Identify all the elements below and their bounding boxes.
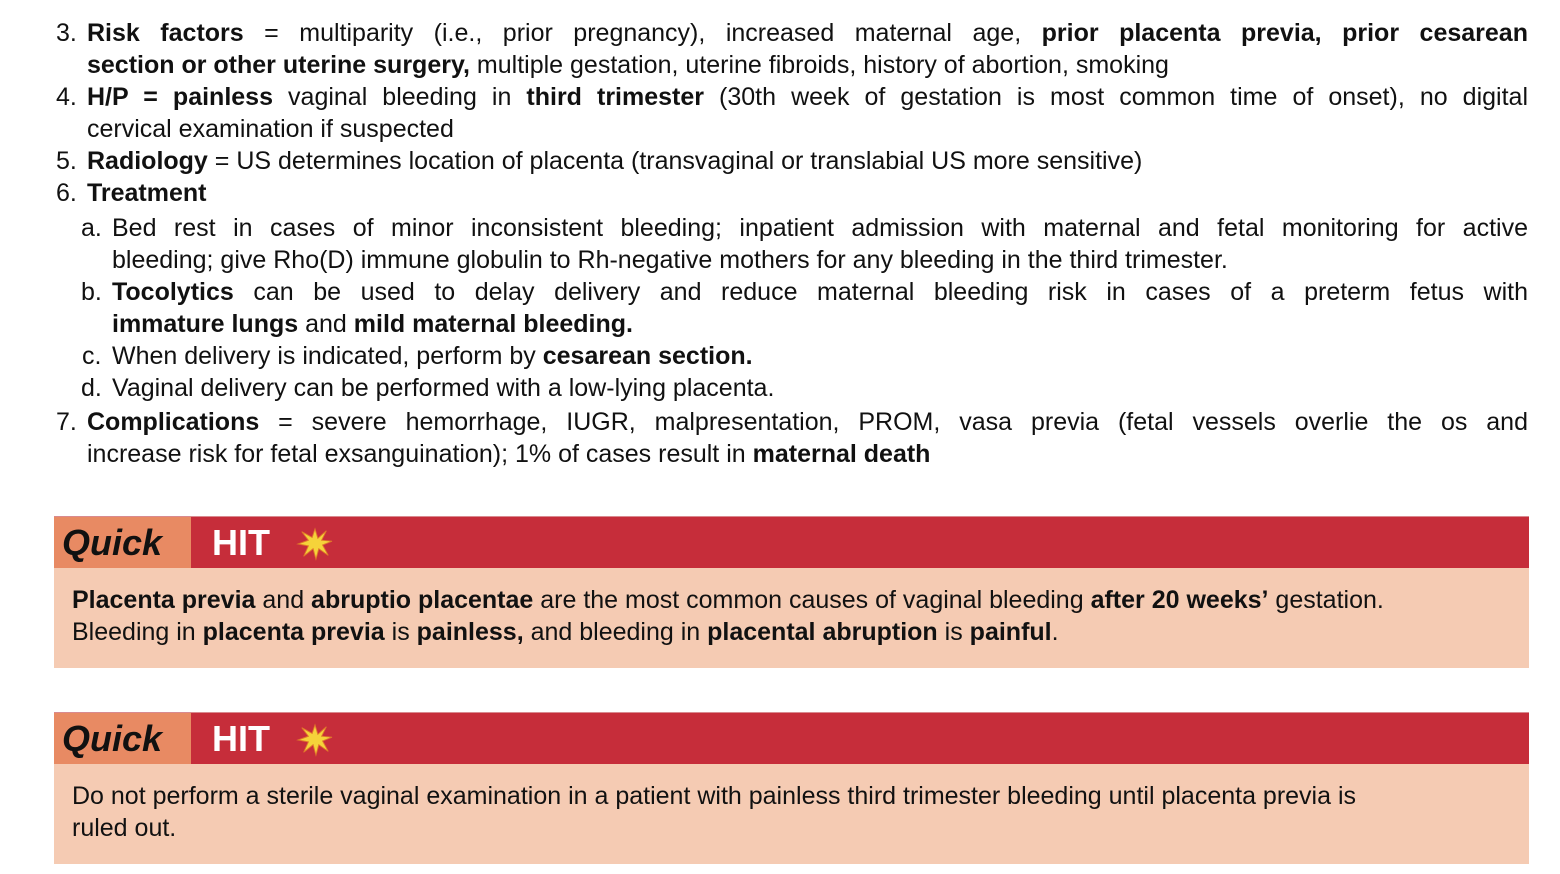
list-number: 3.: [56, 19, 77, 47]
list-number: 5.: [56, 147, 77, 175]
text-line: Placenta previa and abruptio placentae are the most common causes of vaginal bleeding after 20 weeks’ gestation.: [72, 586, 1384, 614]
text-line: Treatment: [87, 179, 207, 207]
text-line: ruled out.: [72, 814, 177, 842]
text-line: Bleeding in placenta previa is painless, and bleeding in placental abruption is painful.: [72, 618, 1059, 646]
quick-hit-body: [54, 764, 1529, 864]
hit-label: HIT: [212, 522, 270, 563]
text-line: bleeding; give Rho(D) immune globulin to Rh-negative mothers for any bleeding in the third trimester.: [112, 246, 1228, 274]
hit-label: HIT: [212, 718, 270, 759]
quick-hit-box: [54, 516, 1529, 668]
quick-hit-header: [54, 516, 1529, 568]
text-line: immature lungs and mild maternal bleeding.: [112, 310, 633, 338]
sublist-letter: d.: [81, 374, 102, 402]
list-item-risk-factors: [0, 18, 1560, 82]
quick-hit-header: [54, 712, 1529, 764]
quick-hit-box: [54, 712, 1529, 864]
text-line: Do not perform a sterile vaginal examination in a patient with painless third trimester bleeding until placenta previa is: [72, 782, 1357, 810]
quick-label: Quick: [54, 713, 191, 764]
burst-star-icon: [296, 723, 334, 757]
list-item-treatment: [0, 178, 1560, 402]
text-line: Complications = severe hemorrhage, IUGR, malpresentation, PROM, vasa previa (fetal vessels overlie the os and: [87, 408, 1528, 436]
text-line: cervical examination if suspected: [87, 115, 454, 143]
sublist-letter: a.: [81, 214, 102, 242]
list-item-radiology: [0, 146, 1560, 178]
list-number: 4.: [56, 83, 77, 111]
numbered-list: [0, 18, 1560, 471]
sublist-letter: c.: [82, 342, 102, 370]
quick-label: Quick: [54, 517, 191, 568]
text-line: Tocolytics can be used to delay delivery and reduce maternal bleeding risk in cases of a preterm fetus with: [112, 278, 1528, 306]
sublist-letter: b.: [81, 278, 102, 306]
list-item-hp: [0, 82, 1560, 146]
text-line: Bed rest in cases of minor inconsistent bleeding; inpatient admission with maternal and fetal monitoring for active: [112, 214, 1528, 242]
text-line: increase risk for fetal exsanguination); 1% of cases result in maternal death: [87, 440, 931, 468]
list-number: 7.: [56, 408, 77, 436]
text-line: Risk factors = multiparity (i.e., prior pregnancy), increased maternal age, prior placenta previa, prior cesarean: [87, 19, 1528, 47]
list-number: 6.: [56, 179, 77, 207]
text-line: H/P = painless vaginal bleeding in third trimester (30th week of gestation is most common time of onset), no digital: [87, 83, 1528, 111]
list-item-complications: [0, 407, 1560, 471]
burst-star-icon: [296, 527, 334, 561]
text-line: Radiology = US determines location of placenta (transvaginal or translabial US more sensitive): [87, 147, 1143, 175]
text-line: Vaginal delivery can be performed with a low-lying placenta.: [112, 374, 775, 402]
quick-hit-body: [54, 568, 1529, 668]
text-line: section or other uterine surgery, multiple gestation, uterine fibroids, history of abortion, smoking: [87, 51, 1169, 79]
text-line: When delivery is indicated, perform by cesarean section.: [112, 342, 753, 370]
